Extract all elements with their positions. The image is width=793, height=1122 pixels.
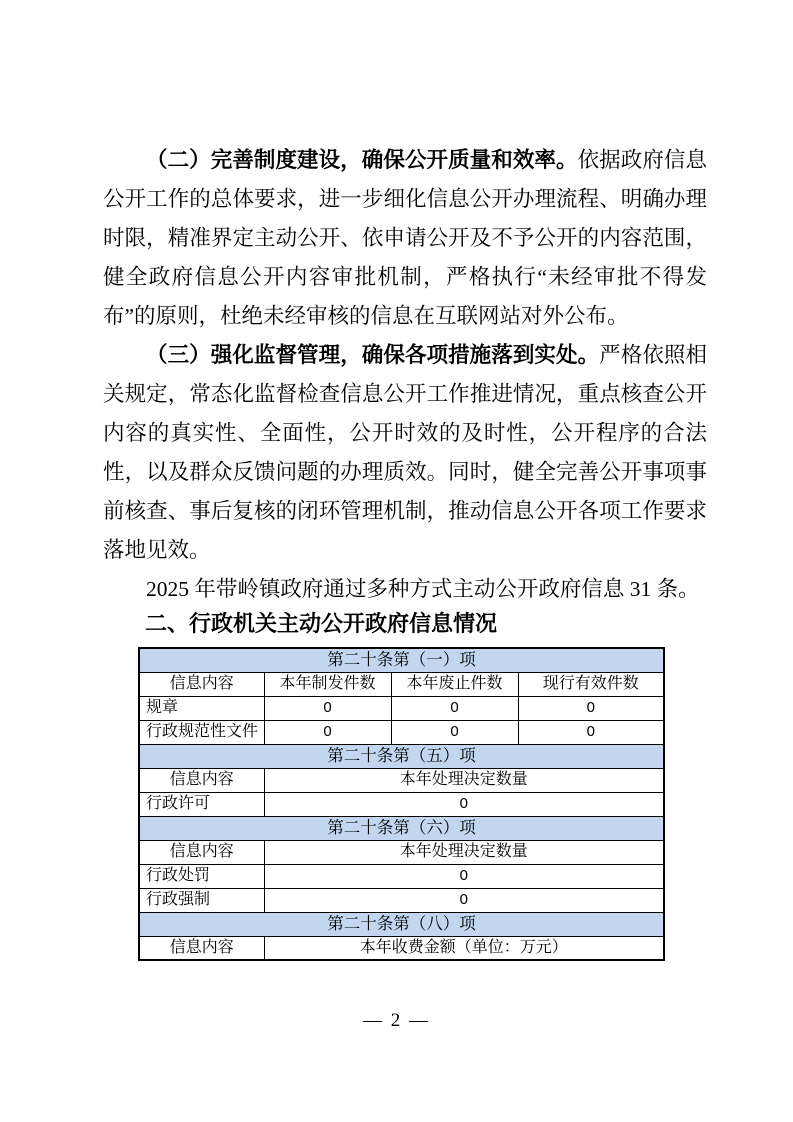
row-label-cell: 行政强制: [139, 888, 264, 912]
data-cell: 0: [264, 864, 664, 888]
table-row: [139, 744, 664, 768]
data-cell: 0: [391, 720, 518, 744]
data-cell: 0: [264, 720, 391, 744]
body-paragraph: [103, 141, 707, 336]
column-header-cell: 本年处理决定数量: [264, 768, 664, 792]
table-row: [139, 792, 664, 816]
row-label-cell: 规章: [139, 696, 264, 720]
column-header-cell: 信息内容: [139, 672, 264, 696]
row-label-cell: 行政规范性文件: [139, 720, 264, 744]
table-section-band: 第二十条第（八）项: [139, 912, 664, 936]
disclosure-table: [138, 647, 665, 961]
paragraph-text: 严格依照相关规定，常态化监督检查信息公开工作推进情况，重点核查公开内容的真实性、全面性，公开时效的及时性，公开程序的合法性，以及群众反馈问题的办理质效。同时，健全完善公开事项事前核查、事后复核的闭环管理机制，推动信息公开各项工作要求落地见效。: [103, 343, 707, 562]
table-row: [139, 648, 664, 672]
page-number: — 2 —: [363, 1010, 430, 1031]
column-header-cell: 本年废止件数: [391, 672, 518, 696]
column-header-cell: 本年收费金额（单位：万元）: [264, 936, 664, 960]
table-section-band: 第二十条第（六）项: [139, 816, 664, 840]
column-header-cell: 信息内容: [139, 768, 264, 792]
row-label-cell: 行政处罚: [139, 864, 264, 888]
body-paragraph: [103, 570, 707, 609]
paragraph-text: 2025 年带岭镇政府通过多种方式主动公开政府信息 31 条。: [146, 577, 700, 601]
data-cell: 0: [264, 696, 391, 720]
table-row: [139, 936, 664, 960]
data-cell: 0: [391, 696, 518, 720]
table-row: [139, 696, 664, 720]
table-row: [139, 816, 664, 840]
body-paragraph: [103, 336, 707, 570]
data-cell: 0: [264, 888, 664, 912]
section-heading: 二、行政机关主动公开政府信息情况: [145, 611, 498, 636]
table-row: [139, 912, 664, 936]
table-row: [139, 864, 664, 888]
table-section-band: 第二十条第（一）项: [139, 648, 664, 672]
document-body: [103, 141, 707, 961]
paragraph-lead: （二）完善制度建设，确保公开质量和效率。: [146, 148, 578, 172]
column-header-cell: 本年处理决定数量: [264, 840, 664, 864]
paragraph-text: 依据政府信息公开工作的总体要求，进一步细化信息公开办理流程、明确办理时限，精准界定主动公开、依申请公开及不予公开的内容范围，健全政府信息公开内容审批机制，严格执行“未经审批不得发布”的原则，杜绝未经审核的信息在互联网站对外公布。: [103, 148, 707, 328]
row-label-cell: 行政许可: [139, 792, 264, 816]
data-cell: 0: [264, 792, 664, 816]
table-section-band: 第二十条第（五）项: [139, 744, 664, 768]
data-cell: 0: [518, 720, 664, 744]
column-header-cell: 现行有效件数: [518, 672, 664, 696]
table-row: [139, 720, 664, 744]
data-cell: 0: [518, 696, 664, 720]
table-row: [139, 840, 664, 864]
table-row: [139, 768, 664, 792]
table-row: [139, 672, 664, 696]
paragraph-lead: （三）强化监督管理，确保各项措施落到实处。: [146, 343, 600, 367]
column-header-cell: 本年制发件数: [264, 672, 391, 696]
column-header-cell: 信息内容: [139, 936, 264, 960]
column-header-cell: 信息内容: [139, 840, 264, 864]
table-row: [139, 888, 664, 912]
